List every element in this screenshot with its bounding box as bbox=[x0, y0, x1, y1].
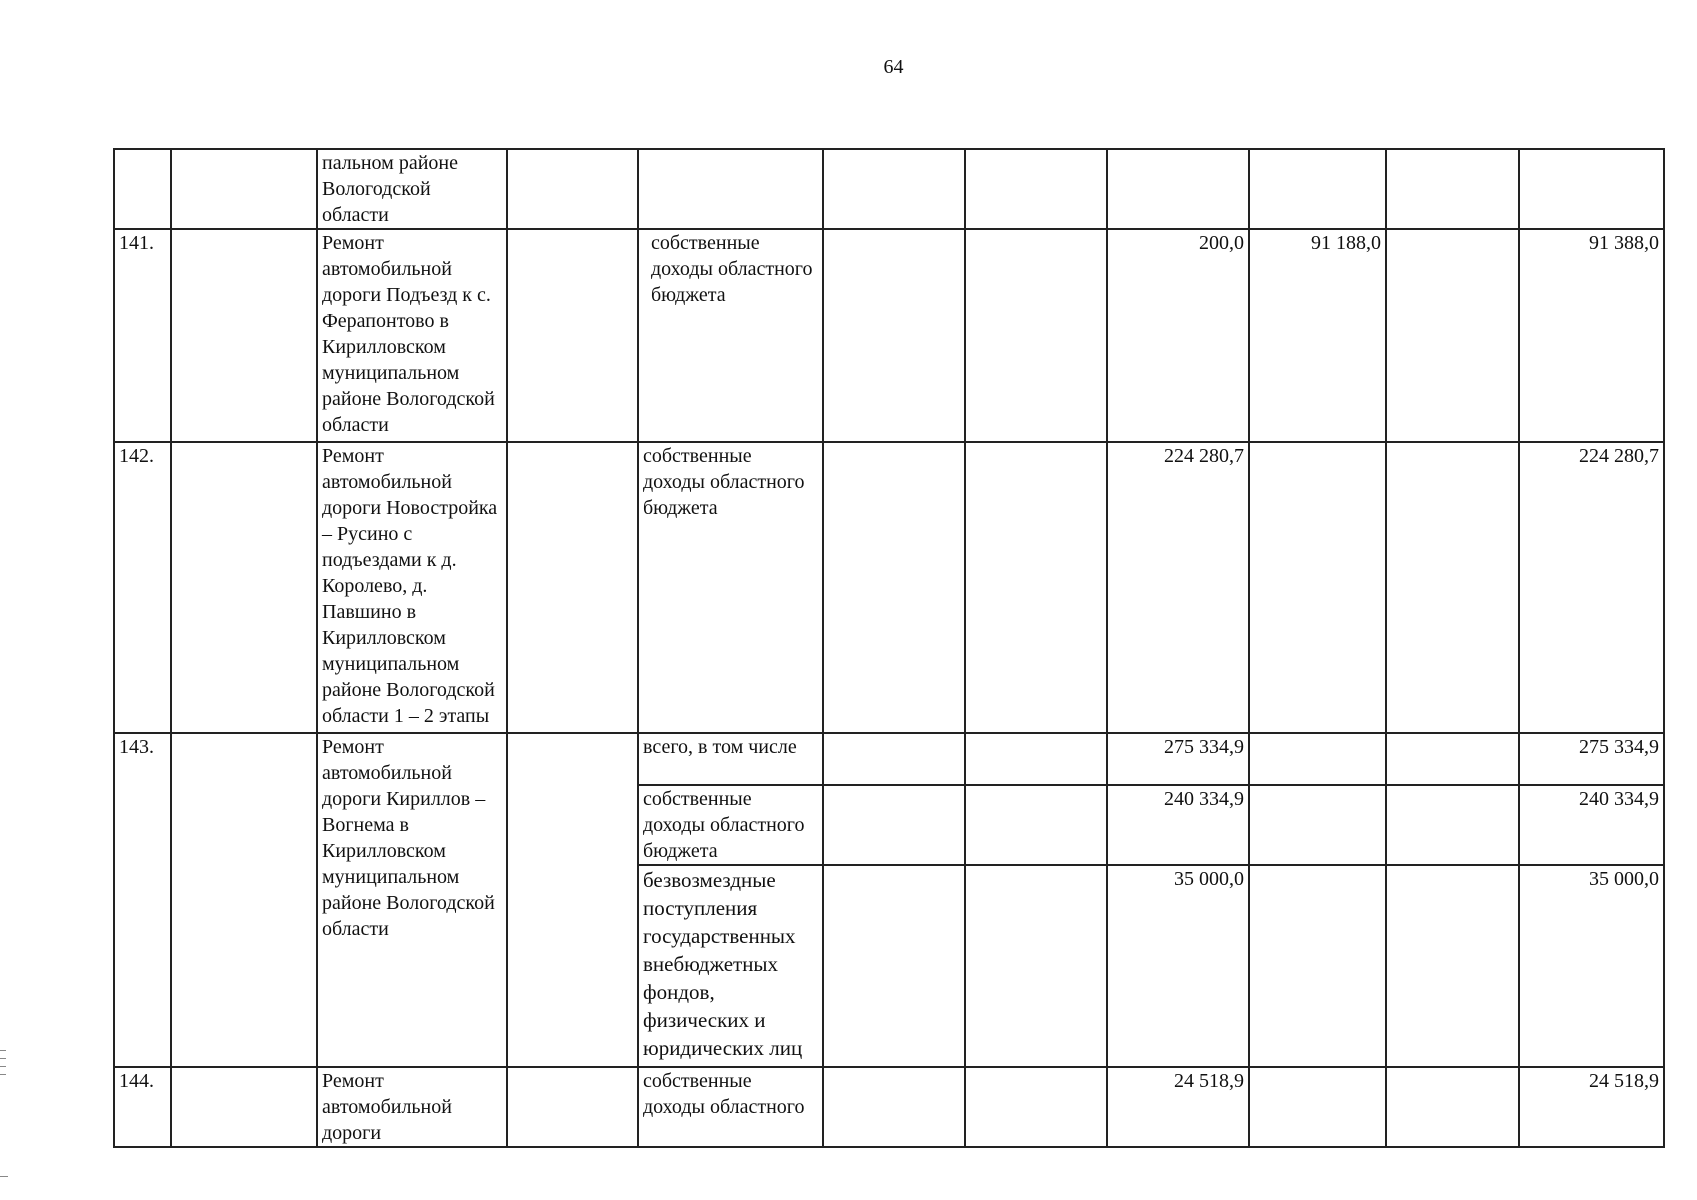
empty-cell bbox=[507, 149, 638, 229]
object-title: Ремонт автомобильной дороги Кириллов – Вогнема в Кирилловском муниципальном районе Вологодской области bbox=[317, 733, 507, 1067]
empty-cell bbox=[507, 733, 638, 1067]
amount-cell bbox=[1249, 149, 1386, 229]
amount-cell bbox=[1386, 442, 1519, 733]
empty-cell bbox=[965, 785, 1107, 865]
empty-cell bbox=[965, 865, 1107, 1067]
empty-cell bbox=[965, 229, 1107, 442]
funding-source: собственные доходы областного bbox=[638, 1067, 823, 1147]
empty-cell bbox=[171, 149, 317, 229]
total-cell: 91 388,0 bbox=[1519, 229, 1664, 442]
amount-cell: 24 518,9 bbox=[1107, 1067, 1249, 1147]
object-title: Ремонт автомобильной дороги bbox=[317, 1067, 507, 1147]
table-row bbox=[114, 442, 1664, 733]
empty-cell bbox=[823, 149, 965, 229]
scan-margin-mark bbox=[0, 1176, 8, 1177]
empty-cell bbox=[1249, 785, 1386, 865]
empty-cell bbox=[823, 442, 965, 733]
object-title: Ремонт автомобильной дороги Подъезд к с. Ферапонтово в Кирилловском муниципальном районе Вологодской области bbox=[317, 229, 507, 442]
total-cell: 24 518,9 bbox=[1519, 1067, 1664, 1147]
amount-cell bbox=[1386, 1067, 1519, 1147]
empty-cell bbox=[171, 442, 317, 733]
amount-cell: 240 334,9 bbox=[1107, 785, 1249, 865]
row-number: 143. bbox=[114, 733, 171, 1067]
amount-cell bbox=[1386, 229, 1519, 442]
empty-cell bbox=[171, 1067, 317, 1147]
empty-cell bbox=[1386, 785, 1519, 865]
amount-cell: 224 280,7 bbox=[1107, 442, 1249, 733]
funding-source: собственные доходы областного бюджета bbox=[638, 785, 823, 865]
funding-source: собственные доходы областного бюджета bbox=[638, 442, 823, 733]
funding-source bbox=[638, 149, 823, 229]
amount-cell bbox=[1249, 442, 1386, 733]
table-row bbox=[114, 229, 1664, 442]
page-number: 64 bbox=[883, 56, 904, 78]
empty-cell bbox=[507, 442, 638, 733]
empty-cell bbox=[965, 1067, 1107, 1147]
empty-cell bbox=[965, 733, 1107, 785]
empty-cell bbox=[171, 733, 317, 1067]
amount-cell bbox=[1386, 149, 1519, 229]
row-number: 144. bbox=[114, 1067, 171, 1147]
amount-cell: 35 000,0 bbox=[1107, 865, 1249, 1067]
row-number: 141. bbox=[114, 229, 171, 442]
total-cell: 224 280,7 bbox=[1519, 442, 1664, 733]
total-cell: 35 000,0 bbox=[1519, 865, 1664, 1067]
empty-cell bbox=[1249, 733, 1386, 785]
empty-cell bbox=[823, 785, 965, 865]
amount-cell bbox=[1249, 1067, 1386, 1147]
object-title: Ремонт автомобильной дороги Новостройка – Русино с подъездами к д. Королево, д. Павшино в Кирилловском муниципальном районе Вологодской области 1 – 2 этапы bbox=[317, 442, 507, 733]
amount-cell: 91 188,0 bbox=[1249, 229, 1386, 442]
empty-cell bbox=[507, 1067, 638, 1147]
table-row bbox=[114, 1067, 1664, 1147]
empty-cell bbox=[823, 1067, 965, 1147]
amount-cell: 200,0 bbox=[1107, 229, 1249, 442]
object-title: пальном районе Вологодской области bbox=[317, 149, 507, 229]
empty-cell bbox=[171, 229, 317, 442]
empty-cell bbox=[965, 149, 1107, 229]
funding-source: всего, в том числе bbox=[638, 733, 823, 785]
table-row bbox=[114, 733, 1664, 785]
total-cell: 240 334,9 bbox=[1519, 785, 1664, 865]
table-row bbox=[114, 149, 1664, 229]
empty-cell bbox=[1386, 733, 1519, 785]
row-number: 142. bbox=[114, 442, 171, 733]
empty-cell bbox=[1386, 865, 1519, 1067]
empty-cell bbox=[507, 229, 638, 442]
total-cell: 275 334,9 bbox=[1519, 733, 1664, 785]
empty-cell bbox=[823, 865, 965, 1067]
row-number bbox=[114, 149, 171, 229]
empty-cell bbox=[1249, 865, 1386, 1067]
total-cell bbox=[1519, 149, 1664, 229]
funding-source: собственные доходы областного бюджета bbox=[638, 229, 823, 442]
empty-cell bbox=[823, 229, 965, 442]
scan-margin-marks bbox=[0, 1050, 8, 1100]
budget-table bbox=[113, 148, 1665, 1148]
funding-source: безвозмездные поступления государственных внебюджетных фондов, физических и юридических лиц bbox=[638, 865, 823, 1067]
amount-cell: 275 334,9 bbox=[1107, 733, 1249, 785]
empty-cell bbox=[965, 442, 1107, 733]
amount-cell bbox=[1107, 149, 1249, 229]
empty-cell bbox=[823, 733, 965, 785]
